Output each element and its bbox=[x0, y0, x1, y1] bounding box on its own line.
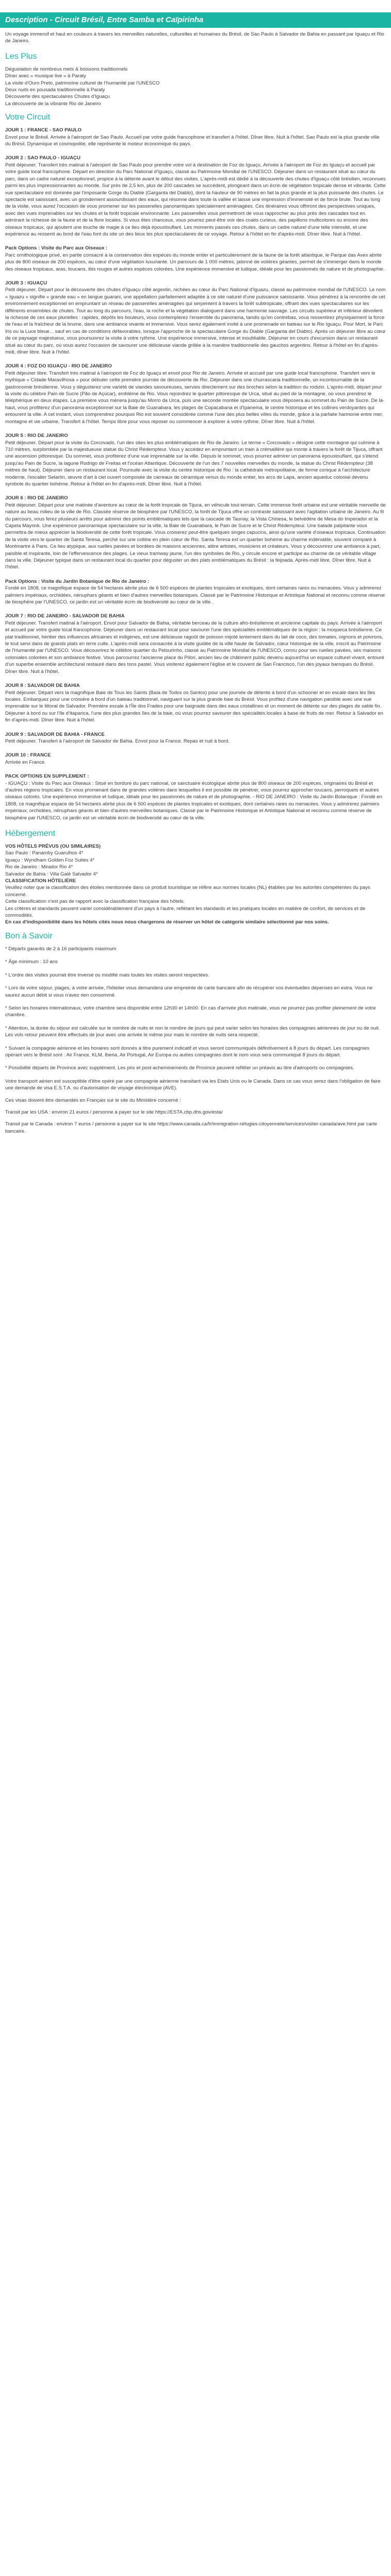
content bbox=[0, 28, 391, 1135]
transit-note: Votre transport aérien est susceptible d'être opéré par une compagnie aérienne transitant via les Etats Unis ou le Canada. Dans ce cas vous serez dans l'obligation de faire une demande de visa E.S.T.A. ou d'autorisation de voyage électronique (AVE). bbox=[5, 1078, 381, 1091]
day-block bbox=[5, 773, 386, 821]
plus-heading: Les Plus bbox=[5, 52, 37, 61]
bon-item: * L'ordre des visites pourrait être inversé ou modifié mais toutes les visites seront respectées. bbox=[5, 972, 209, 978]
day-text: Petit déjeuner. Transfert très matinal à l'aéroport de Sao Paulo pour prendre votre vol à destination de Foz do Iguaçu. Arrivée à l'aéroport de Foz do Iguaçu et accueil par votre guide local francophone. Départ en direction du Parc National d'Iguaçu, classé au Patrimoine Mondial de l'UNESCO. Déjeuner dans un restaurant situé au cœur du parc, dans un cadre naturel exceptionnel, propice à la détente avant le début des visites. L'après-midi est dédié à la découverte des chutes d'Iguaçu côté brésilien, reconnues parmi les plus impressionnantes au monde. Sur près de 2,5 km, plus de 200 cascades se succèdent, plongeant dans un écrin de végétation tropicale dense et vibrante. Cette vue spectaculaire est dominée par l'imposante Gorge du Diable (Garganta del Diablo), dont la hauteur de 90 mètres en fait la plus grande et la plus puissante des chutes. Le spectacle est saisissant, avec un grondement assourdissant des eaux, qui résonne dans toute la vallée et laisse une impression d'immensité et de force brute. Tout au long de la visite, vous aurez l'occasion de vous promener sur les passerelles panoramiques spécialement aménagées. Ces itinéraires vous offriront des perspectives uniques, avec des vues imprenables sur les chutes et la forêt tropicale environnante. Les passerelles vous permettront de vous rapprocher au plus près des cascades tout en admirant la richesse de la faune et de la flore locales. Si vous êtes chanceux, vous pourrez peut-être voir des coatis curieux, des papillons multicolores ou encore des oiseaux tropicaux, qui ajoutent une touche de magie à ce lieu déjà époustouflant. Les moments passés ces chutes, dans un cadre naturel d'une telle intensité, et une expérience au ressenti au bord de l'eau font du site un des lieux les plus spectaculaires de ce voyage. Retour à l'hôtel en fin d'après-midi. Dîner libre. Nuit à l'hôtel. bbox=[5, 162, 386, 237]
hotel-item: Iguaçu : Wyndham Golden Foz Suites 4* bbox=[5, 857, 95, 863]
day-title: JOUR 4 : FOZ DO IGUAÇU - RIO DE JANEIRO bbox=[5, 363, 112, 369]
transit-note: Ces visas doivent être demandés en Français sur le site du Ministère concerné : bbox=[5, 1097, 181, 1103]
plus-item: Dîner avec « musique live » à Paraty bbox=[5, 73, 86, 79]
hotels-subtitle: VOS HÔTELS PRÉVUS (OU SIMILAIRES) bbox=[5, 844, 101, 849]
day-text: Fondé en 1808, ce magnifique espace de 54 hectares abrite plus de 6 500 espèces de plantes tropicales et exotiques, dont certaines rares ou menacées. Vous y admirerez palmiers impériaux, orchidées, nénuphars géants et bien d'autres merveilles botaniques. Classé par le Patrimoine Historique et Artistique National et reconnu comme réserve de biosphère par l'UNESCO, ce jardin est un véritable écrin de biodiversité au cœur de la ville. bbox=[5, 585, 385, 605]
bon-item: * Lors de votre séjour, plages, à votre arrivée, l'hôtelier vous demandera une empreinte de carte bancaire afin de récupérer vos éventuelles dépenses en extra. Vous ne saurez aucun débit si vous n'avez rien consommé. bbox=[5, 985, 373, 998]
day-text: - IGUAÇU : Visite du Parc aux Oiseaux : Situé en bordure du parc national, ce sanctuaire écologique abrite plus de 800 oiseaux de 200 espèces, originaires du Brésil et d'autres régions tropicales. En vous promenant dans de grandes volières dans lesquelles il est possible de pénétrer, vous pourrez approcher toucans, perroquets et autres oiseaux colorés. Une expérience immersive et ludique, idéale pour les passionnés de nature et de photographie. - RIO DE JANEIRO : Visite du Jardin Botanique : Fondé en 1808, ce magnifique espace de 54 hectares abrite plus de 6 500 espèces de plantes tropicales et exotiques, dont certaines rares ou menacées. Vous y admirerez palmiers impériaux, orchidées, nénuphars géants et bien d'autres merveilles botaniques. Classé par le Patrimoine Historique et Artistique National et reconnu comme réserve de biosphère par l'UNESCO, ce jardin est un véritable écrin de biodiversité au cœur de la ville. bbox=[5, 780, 382, 821]
day-title: Pack Options : Visite du Parc aux Oiseaux : bbox=[5, 245, 108, 251]
page-title-banner bbox=[0, 12, 391, 28]
hotel-item: Sao Paulo : Panamby Guarulhos 4* bbox=[5, 850, 84, 856]
itinerary-heading: Votre Circuit bbox=[5, 113, 51, 122]
day-text: Petit déjeuner. Départ vers la magnifique Baie de Tous les Saints (Baía de Todos os Santos) pour une journée de détente à bord d'un schooner et en escale dans les îles locales. Embarquez pour une croisière à bord d'un bateau traditionnel, naviguant sur la plus grande baie du Brésil. Vous profitez d'une navigation paisible avec une vue imprenable sur le littoral de Salvador. Première escale à l'Île dos Frades pour une baignade dans des eaux cristallines et un moment de détente sur des plages de sable fin. Déjeuner à bord ou sur l'île d'Itaparica, l'une des plus grandes îles de la baie, où vous pourrez savourer des spécialités locales à base de fruits de mer. Retour à Salvador en fin d'après-midi. Dîner libre. Nuit à l'hôtel. bbox=[5, 689, 383, 723]
day-text: Petit déjeuner. Transfert matinal à l'aéroport. Envol pour Salvador de Bahia, véritable berceau de la culture afro-brésilienne et ancienne capitale du pays. Arrivée à l'aéroport et accueil par votre guide local francophone. Déjeuner dans un restaurant local pour savourer l'une des spécialités emblématiques de la région : la moqueca brésilienne. Ce plat traditionnel, héritier des influences africaines et indigènes, est une délicieuse ragoût de poisson mijoté lentement dans du lait de coco, des tomates, oignons et poivrons, le tout servi dans de grands plats en terre cuite. L'après-midi sera consacrée à la visite guidée de la ville haute de Salvador, cœur historique de la ville, inscrit au Patrimoine de l'Humanité par l'UNESCO. Vous découvrirez le célèbre quartier du Pelourinho, classé au Patrimoine Mondial de l'UNESCO, connu pour ses ruelles pavées, ses maisons coloniales colorées et son ambiance festive. Vous parcourrez l'ancienne place du Pilori, ancien lieu de châtiment public devenu aujourd'hui un espace culturel vivant, entouré d'un superbe ensemble architectural restauré dans des tons pastel. Vous visiterez également l'église et le couvent de San Francisco, l'un des joyaux baroques du Brésil. Dîner libre. Nuit à l'hôtel. bbox=[5, 620, 384, 675]
classification-note: En cas d'indisponibilité dans les hôtels cités nous nous chargerons de réserver un hôtel de catégorie similaire sélectionné par nos soins. bbox=[5, 919, 329, 925]
plus-item: Deux nuits en pousada traditionnelle à Paraty bbox=[5, 87, 105, 93]
hotel-item: Rio de Janeiro : Mirador Rio 4* bbox=[5, 864, 73, 870]
bon-item: * Âge minimum : 10 ans bbox=[5, 959, 58, 965]
plus-item: Découverte des spectaculaires Chutes d'Iguaçu bbox=[5, 94, 110, 100]
bon-item: * Possibilité départs de Province avec supplément. Les prix et post-acheminements de Province peuvent refléter un préavis au titre d'aéroports ou compagnies. bbox=[5, 1065, 354, 1071]
day-block bbox=[5, 613, 386, 675]
bon-item: * Selon les horaires internationaux, votre chambre sera disponible entre 12h30 et 14h00. En cas d'arrivée plus matinale, vous ne pourrez pas profiter pleinement de votre chambre. bbox=[5, 1005, 376, 1018]
day-text: Parc ornithologique privé, en partie consacré à la conservation des espèces du monde entier et particulièrement de la faune de la forêt atlantique, le Parque das Aves abrite plus de 800 oiseaux de 200 espèces, au cœur d'une végétation luxuriante. Un parcours de 1 000 mètres, jalonné de volières géantes, permet de s'immerger dans le monde des oiseaux tropicaux, aras, toucans, ibis rouges et autres espèces colorées. Une expérience immersive et ludique, idéale pour les passionnés de nature et de photographie. bbox=[5, 252, 385, 272]
classification-text: Les critères et standards peuvent varier considérablement d'un pays à l'autre, reflétant les standards et les pratiques locales en matière de confort, de services et de commodités. bbox=[5, 905, 365, 919]
day-title: JOUR 5 : RIO DE JANEIRO bbox=[5, 433, 68, 439]
day-title: JOUR 7 : RIO DE JANEIRO - SALVADOR DE BAHIA bbox=[5, 613, 125, 619]
day-block bbox=[5, 280, 386, 356]
classification-text: Cette classification n'est pas de rapport avec la classification française des hôtels. bbox=[5, 899, 185, 905]
day-block bbox=[5, 682, 386, 723]
page-title: Description - Circuit Brésil, Entre Samba et Caïpirinha bbox=[5, 15, 204, 24]
hebergement-heading: Hébergement bbox=[5, 829, 55, 838]
day-title: PACK OPTIONS EN SUPPLEMENT : bbox=[5, 773, 89, 780]
day-block bbox=[5, 245, 386, 273]
bon-item: * Suivant la compagnie aérienne et les horaires sont donnés à titre purement indicatif et vous seront communiqués définitivement à 8 jours du départ. Les compagnies opérant vers le Brésil sont : Air France, KLM, Iberia, Air Portugal, Air Europa ou autres compagnies dont le nom vous sera communiqué 8 jours du départ. bbox=[5, 1045, 370, 1058]
intro-text: Un voyage immersif et haut en couleurs à travers les merveilles naturelles, culturelles et humaines du Brésil, de Sao Paulo à Salvador de Bahia en passant par Iguaçu et Rio de Janeiro. bbox=[5, 31, 384, 44]
day-block bbox=[5, 495, 386, 570]
transit-notes bbox=[5, 1078, 386, 1135]
bon-a-savoir-heading: Bon à Savoir bbox=[5, 931, 53, 940]
plus-item: La découverte de la vibrante Rio de Janeiro bbox=[5, 100, 101, 107]
day-text: Arrivée en France. bbox=[5, 759, 46, 765]
hotel-item: Salvador de Bahia : Villa Galé Salvador 4* bbox=[5, 871, 98, 877]
day-title: JOUR 10 : FRANCE bbox=[5, 752, 51, 759]
day-text: Petit déjeuner libre. Transfert très matinal à l'aéroport de Foz do Iguaçu et envol pour Rio de Janeiro. Arrivée et accueil par une guide local francophone. Transfert vers le mythique « Cidade Maravilhosa » pour débuter cette première journée de découverte de Rio. Déjeuner dans une churrascaria traditionnelle, un incontournable de la gastronomie brésilienne. Vous y dégusterez une variété de viandes savoureuses, servies directement sur des broches selon la tradition du rodizio. L'après-midi, départ pour la visite du célèbre Pain de Sucre (Pão de Açúcar), emblème de Rio. Vous rejoindrez le quartier pittoresque de Urca, situé au pied de la montagne, où vous prendrez le téléphérique en deux étapes. La première vous mènera jusqu'au Morro da Urca, puis une seconde montée spectaculaire vous déposera au sommet du Pain de Sucre. De là-haut, vous profiterez d'un panorama exceptionnel sur la Baie de Guanabara, les plages de Copacabana et d'Ipanema, le centre historique et les collines verdoyantes qui entourent la ville. A cet instant, vous comprendrez pourquoi Rio est souvent considérée comme l'une des plus belles villes du monde, grâce à la parfaite harmonie entre mer, montagne et vie urbaine. Transfert à l'hôtel. Temps libre pour vous reposer ou commencer à explorer à votre rythme. Dîner libre. Nuit à l'hôtel. bbox=[5, 370, 385, 425]
day-text: Petit déjeuner. Départ pour une matinée d'aventure au cœur de la forêt tropicale de Tijuca, en véhicule tout-terrain. Cette immense forêt urbaine est une véritable merveille de nature au beau milieu de la ville de Rio. Classée réserve de biosphère par l'UNESCO, la forêt de Tijuca offre un contraste saisissant avec l'agitation urbaine de Janeiro. Au fil du parcours, vous ferez plusieurs arrêts pour admirer des points emblématiques tels que la cascade de Taunay, la Vista Chinesa, le belvédère de Mesa do Imperador et la Capela Mayrink. Une expérience panoramique spectaculaire sur la ville, la Baie de Guanabara, le Pain de Sucre et le Christ Rédempteur. Une balade palpitante vous permettra de mieux apprécier la biodiversité de cette forêt tropicale. Vous croiserez peut-être quelques singes capucins, ainsi qu'une variété d'oiseaux tropicaux. Continuation de la visite vers le quartier de Santa Teresa, perché sur une colline en plein cœur de Rio. Santa Teresa est un quartier bohème au charme indéniable, souvent comparé à Montmartre à Paris. Ce lieu atypique, aux ruelles pavées et bordées de maisons anciennes, attire artistes, musiciens et créateurs. Vous y découvrirez une ambiance à part, paisible et inspirante, loin de l'effervescence des plages. Le vieux tramway jaune, l'un des symboles de Rio, y circule encore et participe au charme de ce véritable village dans la ville. Déjeuner typique dans un restaurant local du quartier pour déguster un des plats emblématiques du Brésil : la feijoada. Après-midi libre. Dîner libre. Nuit à l'hôtel. bbox=[5, 502, 386, 570]
day-text: Envol pour le Brésil. Arrivée à l'aéroport de Sao Paulo. Accueil par votre guide francophone et transfert à l'hôtel. Dîner libre. Nuit à l'hôtel. Sao Paulo est la plus grande ville du Brésil. Dynamique et cosmopolite, elle représente le moteur économique du pays. bbox=[5, 134, 380, 147]
day-text: Petit déjeuner. Départ pour la découverte des chutes d'Iguaçu côté argentin, nichées au cœur du Parc National d'Iguazu, classé au patrimoine mondial de l'UNESCO. Le nom « Iguazu » signifie « grande eau » en langue guarani, une appellation parfaitement adaptée à ce site naturel d'une puissance saisissante. Vous pénétrez à la rencontre de cet environnement exceptionnel en empruntant un réseau de passerelles aménagées qui serpentent à travers la forêt subtropicale, offrant des vues spectaculaires sur les différents ensembles de chutes. Tout au long du parcours, l'eau, la roche et la végétation dialoguent dans une harmonie sauvage. Les circuits supérieur et inférieur dévoilent la richesse de ces eaux plurielles : rapides, dépôts les bouleurs, vous contemplerez l'ensemble du panorama, tandis qu'en contrebas, vous ressentirez physiquement la force de l'eau et la fraîcheur de la brume, dans une ambiance vivante et immersive. Vous serez également invité à une promenade en bateau sur le Rio Iguaçu. Pour Mort, le Parc Iris ou la Luce bleue... sauf en cas de conditions défavorables, lorsque l'approche de la spectaculaire Gorge du Diable (Garganta del Diablo). Après un déjeuner libre au cœur de ce paysage majestueux, vous poursuivrez la visite à votre rythme. Une expérience immersive, intense et inoubliable. Déjeuner en cours d'excursion dans un restaurant situé au cœur du parc, où vous aurez l'occasion de savourer une délicieuse viande grillée à la manière traditionnelle des gauchos argentins. Retour à l'hôtel en fin d'après-midi, dîner libre. Nuit à l'hôtel. bbox=[5, 287, 386, 356]
day-block bbox=[5, 731, 386, 745]
day-text: Petit déjeuner. Transfert à l'aéroport de Salvador de Bahia. Envol pour la France. Repas et nuit à bord. bbox=[5, 738, 230, 744]
day-title: Pack Options : Visite du Jardin Botanique de Rio de Janeiro : bbox=[5, 578, 150, 584]
bon-a-savoir-list bbox=[5, 946, 386, 1072]
day-title: JOUR 8 : SALVADOR DE BAHIA bbox=[5, 683, 80, 689]
itinerary bbox=[5, 127, 386, 821]
day-block bbox=[5, 752, 386, 766]
day-title: JOUR 2 : SAO PAULO - IGUAÇU bbox=[5, 155, 80, 161]
day-title: JOUR 6 : RIO DE JANEIRO bbox=[5, 495, 68, 501]
plus-item: La visite d'Ouro Preto, patrimoine culturel de l'humanité par l'UNESCO bbox=[5, 80, 160, 86]
bon-item: * Attention, la durée du séjour est calculée sur le nombre de nuits et non le nombre de jours qui peut varier selon les horaires des compagnies aériennes de jour ou de nuit. Les vols retour peuvent être effectués de jour avec une arrivée le même jour mais le nombre de nuits sera respecté. bbox=[5, 1025, 380, 1038]
day-text: Petit déjeuner. Départ pour la visite du Corcovado, l'un des sites les plus emblématiques de Rio de Janeiro. Le terme « Corcovado » désigne cette montagne qui culmine à 710 mètres, surplombée par la majestueuse statue du Christ Rédempteur. Vous y accédez en empruntant un train à crémaillère qui monte à travers la forêt de Tijuca, offrant une ascension pittoresque. Du sommet, vous profiterez d'une vue imprenable sur la ville. Depuis le sommet, vous pourrez admirer un panorama époustouflant, qui s'étend jusqu'au Pain de Sucre, la lagune Rodrigo de Freitas et l'océan Atlantique. Découverte de l'un des 7 nouvelles merveilles du monde, la statue du Christ Rédempteur (38 mètres de haut). Déjeuner dans un restaurant local. Poursuite avec la visite du centre historique de Rio : la cathédrale métropolitaine, de forme conique à l'architecture moderne, l'escalier Selarón, œuvre d'art à ciel ouvert composée de carreaux de céramique venus du monde entier, les arcs de Lapa, ancien aqueduc colonial devenu symbole du quartier bohème. Retour à l'hôtel en fin d'après-midi. Dîner libre. Nuit à l'hôtel. bbox=[5, 440, 383, 487]
plus-list bbox=[5, 66, 386, 107]
bon-item: * Départs garantis de 2 à 16 participants maximum bbox=[5, 946, 117, 952]
plus-item: Dégustation de nombreux mets & boissons traditionnels bbox=[5, 66, 128, 72]
transit-note: Transit par les USA : environ 21 euros / personne à payer sur le site https://ESTA.cbp.dhs.gov/esta/ bbox=[5, 1109, 223, 1115]
day-block bbox=[5, 432, 386, 487]
classification-title: CLASSIFICATION HÔTELIÈRE bbox=[5, 878, 76, 884]
day-title: JOUR 9 : SALVADOR DE BAHIA - FRANCE bbox=[5, 731, 105, 737]
hotels-list bbox=[5, 843, 386, 926]
day-title: JOUR 1 : FRANCE - SAO PAULO bbox=[5, 127, 82, 133]
day-block bbox=[5, 578, 386, 606]
day-title: JOUR 3 : IGUAÇU bbox=[5, 280, 47, 286]
day-block bbox=[5, 363, 386, 425]
transit-note: Transit par le Canada : environ 7 euros / personne à payer sur le site https://www.canada.ca/fr/immigration-refugies-citoyennete/services/visiter-canada/ave.html par carte bancaire. bbox=[5, 1121, 378, 1134]
day-block bbox=[5, 127, 386, 147]
day-block bbox=[5, 155, 386, 238]
classification-text: Veuillez noter que la classification des étoiles mentionnée dans ce produit touristique se réfère aux normes locales (NL) établies par les autorités compétentes du pays concerné. bbox=[5, 885, 370, 898]
